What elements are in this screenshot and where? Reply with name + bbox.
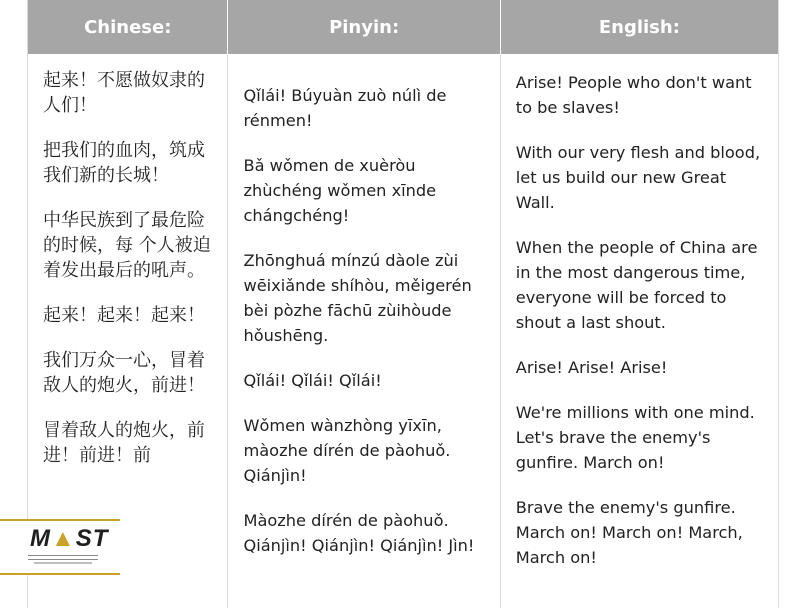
chinese-line: 冒着敌人的炮火，前进！前进！前 <box>43 420 205 466</box>
logo-underline-2 <box>34 562 92 564</box>
logo-mark <box>30 525 108 553</box>
chinese-line: 起来！起来！起来！ <box>43 305 205 326</box>
table-body <box>28 54 778 608</box>
logo-text-a: M <box>30 525 51 552</box>
logo-underline <box>28 555 98 560</box>
english-line: With our very flesh and blood, let us build our new Great Wall. <box>515 143 761 212</box>
header-chinese: Chinese: <box>28 0 228 54</box>
pinyin-line: Wǒmen wànzhòng yīxīn, màozhe dírén de pàohuǒ. Qiánjìn! <box>243 416 451 485</box>
chinese-line: 把我们的血肉，筑成我们新的长城！ <box>43 140 205 186</box>
english-line: When the people of China are in the most dangerous time, everyone will be forced to shout a last shout. <box>515 238 758 332</box>
chinese-line: 中华民族到了最危险的时候，每 个人被迫着发出最后的吼声。 <box>43 210 211 281</box>
chinese-line: 我们万众一心，冒着敌人的炮火，前进！ <box>43 350 205 396</box>
pinyin-line: Màozhe dírén de pàohuǒ. Qiánjìn! Qiánjìn! Qiánjìn! Jìn! <box>243 511 475 555</box>
english-line: We're millions with one mind. Let's brave the enemy's gunfire. March on! <box>515 403 755 472</box>
pinyin-line: Bǎ wǒmen de xuèròu zhùchéng wǒmen xīnde chángchéng! <box>243 156 437 225</box>
chinese-line: 起来！不愿做奴隶的人们！ <box>43 70 205 116</box>
table-header <box>28 0 778 54</box>
english-column <box>501 54 778 608</box>
logo-text-b: ST <box>75 525 109 552</box>
english-line: Arise! People who don't want to be slaves! <box>515 73 752 117</box>
english-line: Brave the enemy's gunfire. March on! March on! March, March on! <box>515 498 743 567</box>
pinyin-line: Qǐlái! Búyuàn zuò núlì de rénmen! <box>243 86 447 130</box>
pinyin-column <box>228 54 500 608</box>
english-line: Arise! Arise! Arise! <box>515 358 668 377</box>
header-english: English: <box>598 16 680 38</box>
header-pinyin: Pinyin: <box>228 0 500 54</box>
watermark-logo <box>0 519 120 575</box>
pinyin-line: Zhōnghuá mínzú dàole zùi wēixiǎnde shíhòu, měigerén bèi pòzhe fāchū zùihòude hǒushēng. <box>243 251 472 345</box>
anthem-table <box>27 0 779 608</box>
pinyin-line: Qǐlái! Qǐlái! Qǐlái! <box>243 371 382 390</box>
logo-flame-icon: ▲ <box>51 525 76 552</box>
